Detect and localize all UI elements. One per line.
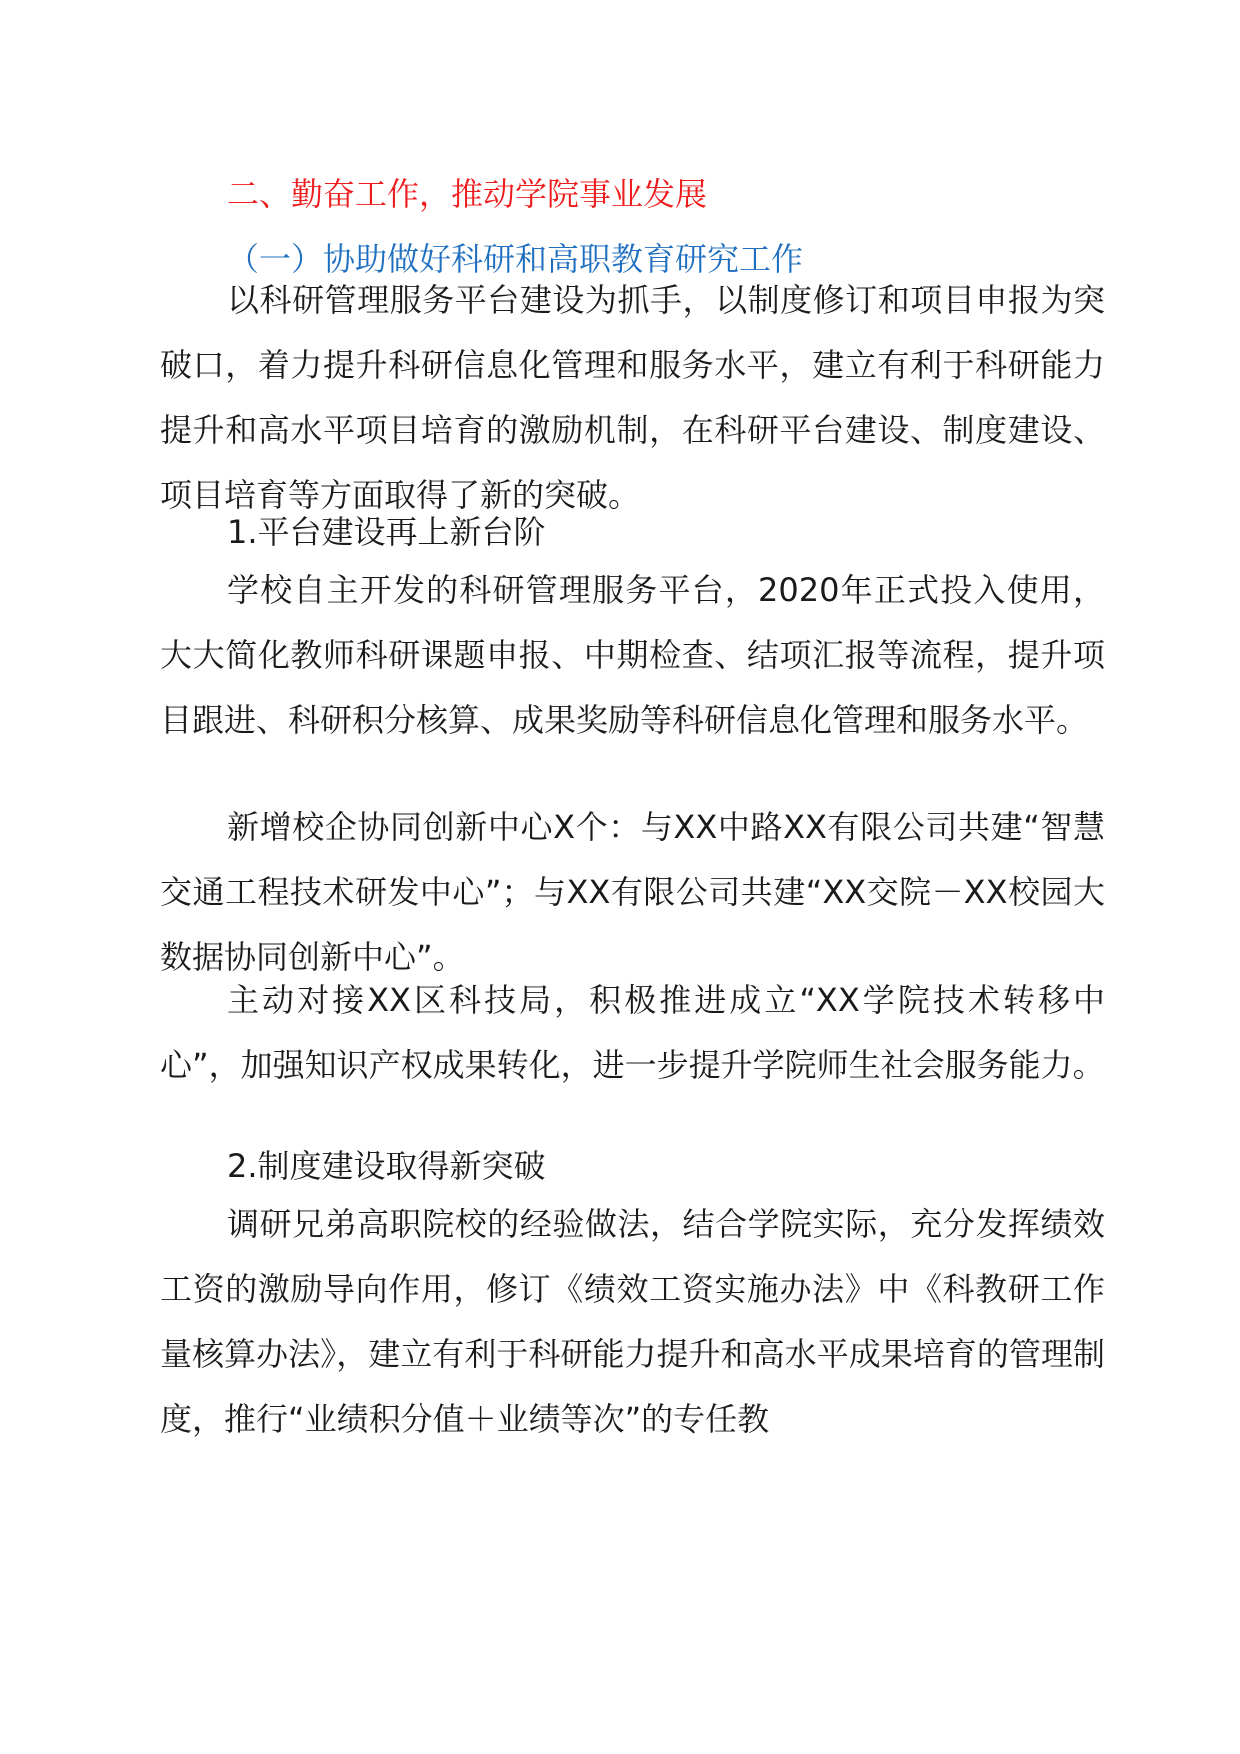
system-heading: 2.制度建设取得新突破 <box>227 1147 546 1185</box>
platform-paragraph-1: 学校自主开发的科研管理服务平台，2020年正式投入使用，大大简化教师科研课题申报、中期检查、结项汇报等流程，提升项目跟进、科研积分核算、成果奖励等科研信息化管理和服务水平。 <box>160 571 1105 739</box>
section-title: 二、勤奋工作，推动学院事业发展 <box>227 175 708 213</box>
platform-heading: 1.平台建设再上新台阶 <box>227 513 546 551</box>
system-paragraph-1: 调研兄弟高职院校的经验做法，结合学院实际，充分发挥绩效工资的激励导向作用，修订《绩效工资实施办法》中《科教研工作量核算办法》，建立有利于科研能力提升和高水平成果培育的管理制度，推行“业绩积分值＋业绩等次”的专任教 <box>160 1205 1105 1438</box>
platform-paragraph-3: 主动对接XX区科技局，积极推进成立“XX学院技术转移中心”，加强知识产权成果转化，进一步提升学院师生社会服务能力。 <box>160 981 1105 1084</box>
subsection-title: （一）协助做好科研和高职教育研究工作 <box>227 240 804 278</box>
intro-paragraph: 以科研管理服务平台建设为抓手，以制度修订和项目申报为突破口，着力提升科研信息化管理和服务水平，建立有利于科研能力提升和高水平项目培育的激励机制，在科研平台建设、制度建设、项目培育等方面取得了新的突破。 <box>160 281 1105 514</box>
platform-paragraph-2: 新增校企协同创新中心X个：与XX中路XX有限公司共建“智慧交通工程技术研发中心”；与XX有限公司共建“XX交院－XX校园大数据协同创新中心”。 <box>160 808 1105 976</box>
